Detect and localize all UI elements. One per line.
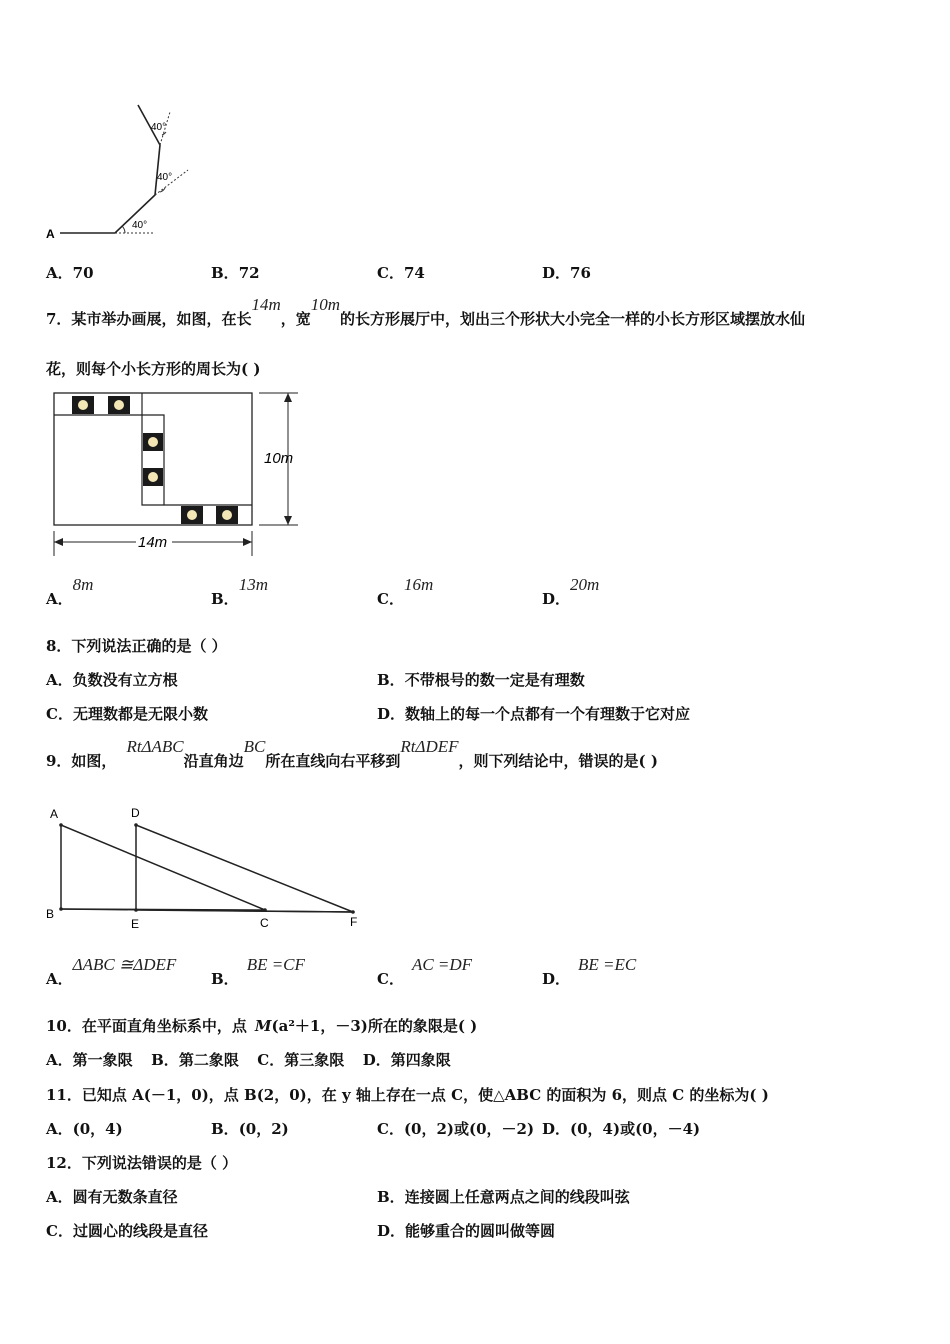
q7-option-b[interactable]: B．13m	[211, 575, 268, 608]
q6-option-c[interactable]: C．74	[377, 264, 425, 282]
q8-option-d[interactable]: D．数轴上的每一个点都有一个有理数于它对应	[377, 705, 691, 723]
q8-option-c[interactable]: C．无理数都是无限小数	[46, 705, 208, 723]
q7-stem: 7．某市举办画展，如图，在长14m，宽10m的长方形展厅中，划出三个形状大小完全一样的小长方形区域摆放水仙	[46, 295, 806, 328]
q7-width: 10m	[310, 295, 341, 314]
q6-label-a: A	[46, 227, 55, 241]
q6-option-b[interactable]: B．72	[211, 264, 260, 282]
q10-stem: 10．在平面直角坐标系中，点 M(a²＋1，－3)所在的象限是( )	[46, 1017, 478, 1035]
q6-option-a[interactable]: A．70	[46, 264, 94, 282]
q10-option-c[interactable]: C．第三象限	[257, 1051, 345, 1069]
q7-height-label: 10m	[264, 450, 294, 467]
q7-hall-figure	[44, 388, 309, 560]
q11-option-d[interactable]: D．(0，4)或(0，－4)	[542, 1120, 701, 1138]
q7-stem-line2: 花，则每个小长方形的周长为( )	[46, 360, 261, 378]
q12-stem: 12．下列说法错误的是（ ）	[46, 1154, 238, 1172]
q12-option-c[interactable]: C．过圆心的线段是直径	[46, 1222, 208, 1240]
q6-angle-label-1: 40°	[132, 220, 148, 231]
q7-option-c[interactable]: C．16m	[377, 575, 434, 608]
q9-point-b: B	[46, 907, 55, 921]
q10-option-d[interactable]: D．第四象限	[362, 1051, 451, 1069]
q10-option-b[interactable]: B．第二象限	[151, 1051, 239, 1069]
q8-stem: 8．下列说法正确的是（ ）	[46, 637, 227, 655]
q7-option-d[interactable]: D．20m	[542, 575, 600, 608]
q11-option-c[interactable]: C．(0，2)或(0，－2)	[377, 1120, 535, 1138]
q9-option-d[interactable]: D．BE =EC	[542, 955, 637, 988]
q6-option-d[interactable]: D．76	[542, 264, 591, 282]
q9-triangle-figure	[40, 800, 370, 938]
q8-option-b[interactable]: B．不带根号的数一定是有理数	[377, 671, 585, 689]
q9-point-d: D	[131, 806, 140, 820]
q11-option-b[interactable]: B．(0，2)	[211, 1120, 289, 1138]
q7-width-label: 14m	[138, 534, 168, 551]
q9-point-a: A	[50, 807, 59, 821]
q11-stem: 11．已知点 A(－1，0)，点 B(2，0)，在 y 轴上存在一点 C，使△ABC 的面积为 6，则点 C 的坐标为( )	[46, 1086, 769, 1104]
q6-angle-figure	[40, 100, 210, 245]
q9-option-b[interactable]: B．BE =CF	[211, 955, 305, 988]
q7-length: 14m	[251, 295, 281, 314]
q9-stem: 9．如图，RtΔABC沿直角边BC所在直线向右平移到RtΔDEF，则下列结论中，错误的是( )	[46, 737, 658, 770]
q12-option-b[interactable]: B．连接圆上任意两点之间的线段叫弦	[377, 1188, 630, 1206]
q11-option-a[interactable]: A．(0，4)	[46, 1120, 123, 1138]
q12-option-a[interactable]: A．圆有无数条直径	[46, 1188, 178, 1206]
q9-option-c[interactable]: C．AC =DF	[377, 955, 473, 988]
q10-options	[46, 1049, 451, 1070]
q9-point-e: E	[131, 917, 140, 931]
q6-angle-label-2: 40°	[157, 172, 173, 183]
q8-option-a[interactable]: A．负数没有立方根	[46, 671, 178, 689]
q9-point-f: F	[350, 915, 358, 929]
q9-point-c: C	[260, 916, 269, 930]
q9-option-a[interactable]: A．ΔABC ≅ΔDEF	[46, 955, 177, 988]
q6-angle-label-3: 40°	[151, 122, 167, 133]
q7-option-a[interactable]: A．8m	[46, 575, 94, 608]
q12-option-d[interactable]: D．能够重合的圆叫做等圆	[377, 1222, 556, 1240]
q10-option-a[interactable]: A．第一象限	[46, 1051, 133, 1069]
